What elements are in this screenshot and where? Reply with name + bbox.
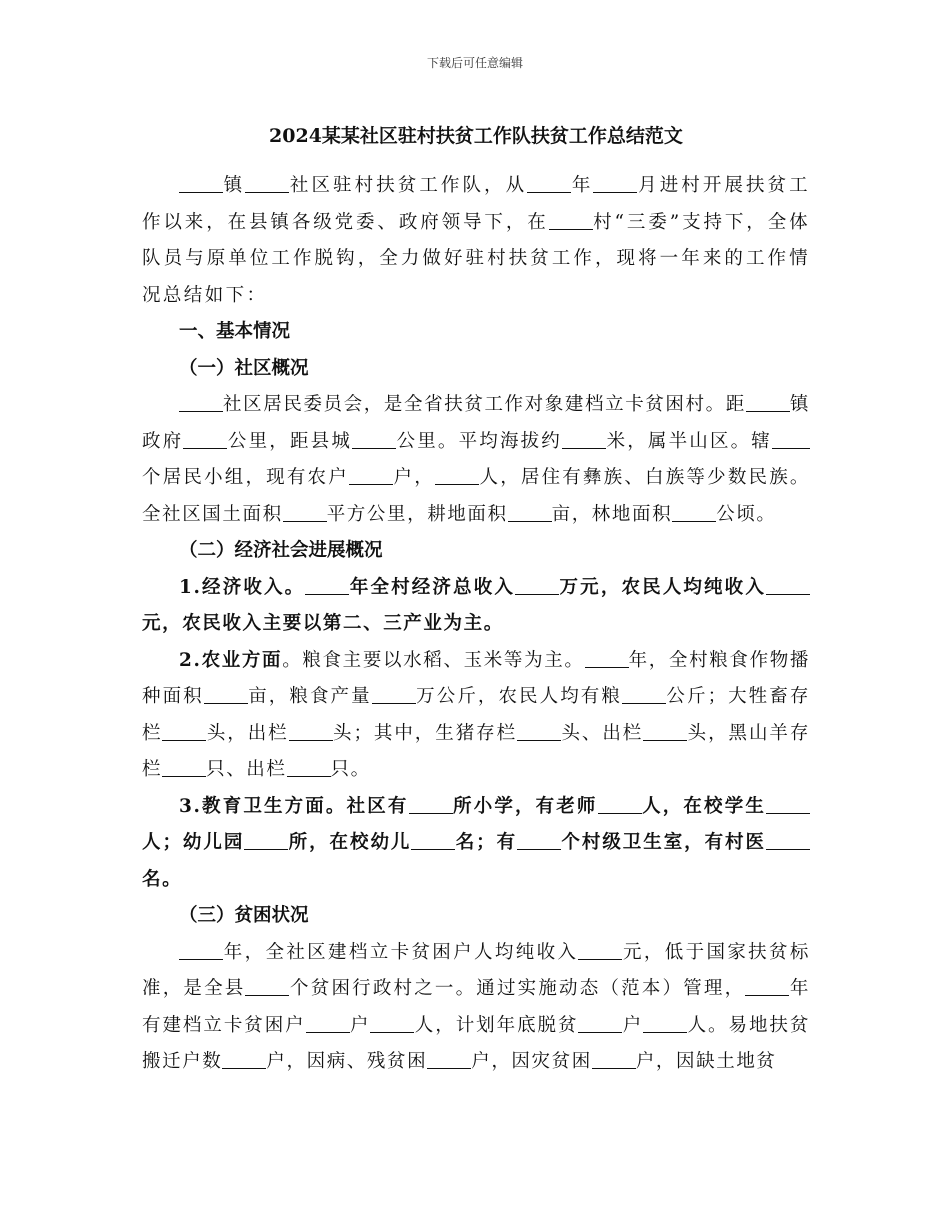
blank bbox=[517, 829, 561, 850]
blank bbox=[409, 793, 453, 814]
blank bbox=[643, 1012, 687, 1033]
blank bbox=[245, 172, 289, 193]
blank bbox=[287, 756, 331, 777]
education-health-paragraph: 3.教育卫生方面。社区有 所小学，有老师 人，在校学生人；幼儿园 所，在校幼儿 名；有 个村级卫生室，有村医名。 bbox=[142, 789, 810, 899]
blank bbox=[766, 574, 810, 595]
subsection-heading-economy: （二）经济社会进展概况 bbox=[179, 540, 383, 561]
blank bbox=[592, 1048, 636, 1069]
subsection-heading-overview: （一）社区概况 bbox=[179, 357, 309, 379]
agriculture-paragraph: 2.农业方面。粮食主要以水稻、玉米等为主。 年，全村粮食作物播种面积 亩，粮食产量 万公斤，农民人均有粮 公斤；大牲畜存栏 头，出栏 头；其中，生猪存栏 头、出栏 头，黑山羊存栏 只、出栏 只。 bbox=[142, 643, 810, 789]
blank bbox=[515, 574, 559, 595]
blank bbox=[672, 501, 716, 522]
blank bbox=[370, 1012, 414, 1033]
blank bbox=[527, 172, 571, 193]
blank bbox=[179, 172, 223, 193]
blank bbox=[772, 428, 810, 449]
header-note: 下载后可任意编辑 bbox=[426, 56, 523, 70]
blank bbox=[598, 793, 642, 814]
blank bbox=[746, 391, 790, 412]
blank bbox=[245, 975, 289, 996]
blank bbox=[593, 172, 637, 193]
blank bbox=[745, 975, 789, 996]
blank bbox=[578, 939, 622, 960]
blank bbox=[162, 756, 206, 777]
blank bbox=[179, 939, 223, 960]
document-title: 2024某某社区驻村扶贫工作队扶贫工作总结范文 bbox=[269, 125, 683, 147]
blank bbox=[508, 501, 552, 522]
subsection-heading-poverty: （三）贫困状况 bbox=[179, 905, 309, 926]
document-page bbox=[142, 116, 810, 1081]
blank bbox=[517, 720, 561, 741]
intro-paragraph: 镇 社区驻村扶贫工作队，从 年 月进村开展扶贫工作以来，在县镇各级党委、政府领导下，在 村“三委”支持下，全体队员与原单位工作脱钩，全力做好驻村扶贫工作，现将一年来的工作情况总结如下： bbox=[142, 168, 810, 314]
blank bbox=[562, 428, 606, 449]
blank bbox=[183, 428, 227, 449]
blank bbox=[435, 464, 479, 485]
blank bbox=[305, 574, 349, 595]
overview-paragraph: 社区居民委员会，是全省扶贫工作对象建档立卡贫困村。距 镇政府 公里，距县城 公里。平均海拔约 米，属半山区。辖个居民小组，现有农户 户， 人，居住有彝族、白族等少数民族。全社区国土面积 平方公里，耕地面积 亩，林地面积 公顷。 bbox=[142, 387, 810, 533]
blank bbox=[766, 793, 810, 814]
blank bbox=[204, 683, 248, 704]
blank bbox=[427, 1048, 471, 1069]
economy-paragraph: 1.经济收入。 年全村经济总收入 万元，农民人均纯收入元，农民收入主要以第二、三产业为主。 bbox=[142, 570, 810, 643]
blank bbox=[352, 428, 396, 449]
section-heading-basic: 一、基本情况 bbox=[179, 321, 291, 342]
blank bbox=[578, 1012, 622, 1033]
blank bbox=[622, 683, 666, 704]
blank bbox=[372, 683, 416, 704]
blank bbox=[179, 391, 223, 412]
blank bbox=[244, 829, 288, 850]
blank bbox=[643, 720, 687, 741]
poverty-paragraph: 年，全社区建档立卡贫困户人均纯收入 元，低于国家扶贫标准，是全县 个贫困行政村之一。通过实施动态（范本）管理， 年有建档立卡贫困户 户 人，计划年底脱贫 户 人。易地扶贫搬迁户数 户，因病、残贫困 户，因灾贫困 户，因缺土地贫 bbox=[142, 935, 810, 1081]
blank bbox=[283, 501, 327, 522]
blank bbox=[289, 720, 333, 741]
blank bbox=[162, 720, 206, 741]
blank bbox=[306, 1012, 350, 1033]
blank bbox=[349, 464, 393, 485]
blank bbox=[222, 1048, 266, 1069]
blank bbox=[585, 647, 629, 668]
blank bbox=[766, 829, 810, 850]
blank bbox=[411, 829, 455, 850]
blank bbox=[549, 209, 593, 230]
